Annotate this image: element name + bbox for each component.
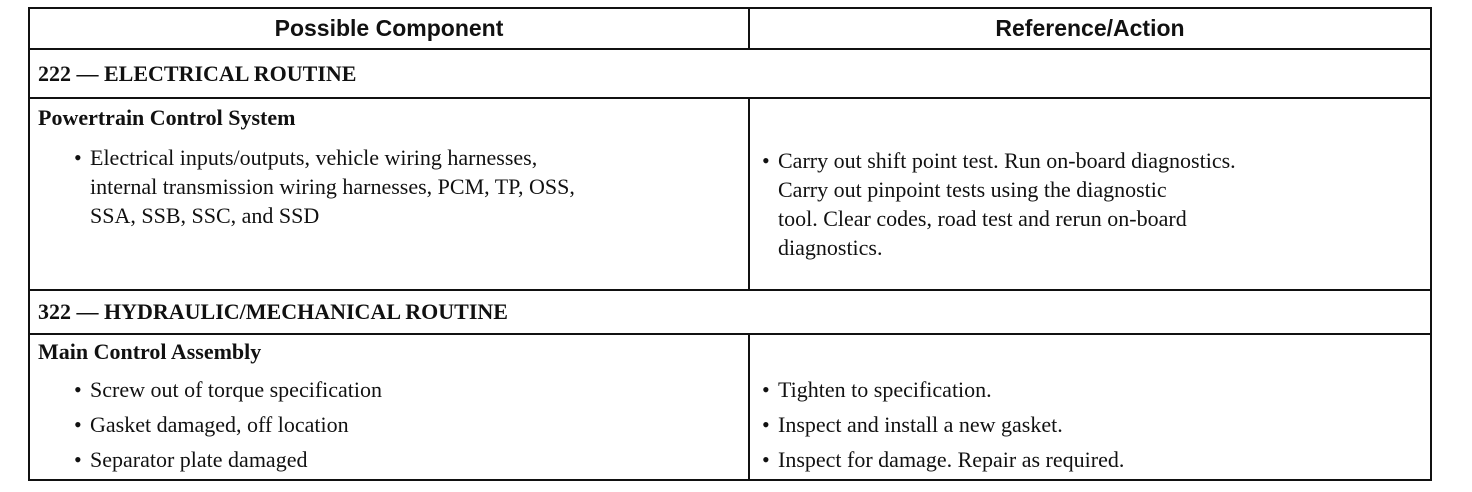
component-text: Separator plate damaged <box>90 447 308 472</box>
diagnostic-table <box>28 7 1432 481</box>
bullet-icon: • <box>74 145 82 170</box>
action-cell <box>750 99 1430 289</box>
action-line: tool. Clear codes, road test and rerun on-board <box>778 206 1187 231</box>
group-title-powertrain: Powertrain Control System <box>38 105 296 130</box>
action-text: Tighten to specification. <box>778 377 992 402</box>
bullet-icon: • <box>762 148 770 173</box>
list-item <box>762 146 1236 262</box>
bullet-icon: • <box>762 377 770 402</box>
section-body-hydraulic <box>30 335 1430 481</box>
bullet-icon: • <box>762 412 770 437</box>
list-item <box>74 445 307 474</box>
component-line: internal transmission wiring harnesses, PCM, TP, OSS, <box>90 174 575 199</box>
list-item <box>74 143 575 230</box>
table-header-row <box>30 9 1430 50</box>
section-title-electrical: 222 — ELECTRICAL ROUTINE <box>30 50 1430 99</box>
section-body-electrical <box>30 99 1430 291</box>
list-item <box>74 410 349 439</box>
action-line: Carry out shift point test. Run on-board diagnostics. <box>778 148 1236 173</box>
action-cell <box>750 335 1430 481</box>
action-line: Carry out pinpoint tests using the diagnostic <box>778 177 1167 202</box>
component-cell <box>30 335 750 481</box>
bullet-icon: • <box>74 412 82 437</box>
list-item <box>74 375 382 404</box>
component-cell <box>30 99 750 289</box>
bullet-icon: • <box>74 447 82 472</box>
list-item <box>762 375 992 404</box>
action-line: diagnostics. <box>778 235 883 260</box>
bullet-icon: • <box>74 377 82 402</box>
component-line: SSA, SSB, SSC, and SSD <box>90 203 320 228</box>
bullet-icon: • <box>762 447 770 472</box>
header-possible-component: Possible Component <box>30 9 750 48</box>
component-line: Electrical inputs/outputs, vehicle wiring harnesses, <box>90 145 538 170</box>
header-reference-action: Reference/Action <box>995 15 1185 41</box>
list-item <box>762 410 1063 439</box>
group-title-main-control: Main Control Assembly <box>38 339 262 364</box>
section-title-hydraulic: 322 — HYDRAULIC/MECHANICAL ROUTINE <box>30 291 1430 335</box>
component-text: Screw out of torque specification <box>90 377 383 402</box>
action-text: Inspect for damage. Repair as required. <box>778 447 1125 472</box>
action-text: Inspect and install a new gasket. <box>778 412 1063 437</box>
component-text: Gasket damaged, off location <box>90 412 349 437</box>
list-item <box>762 445 1124 474</box>
